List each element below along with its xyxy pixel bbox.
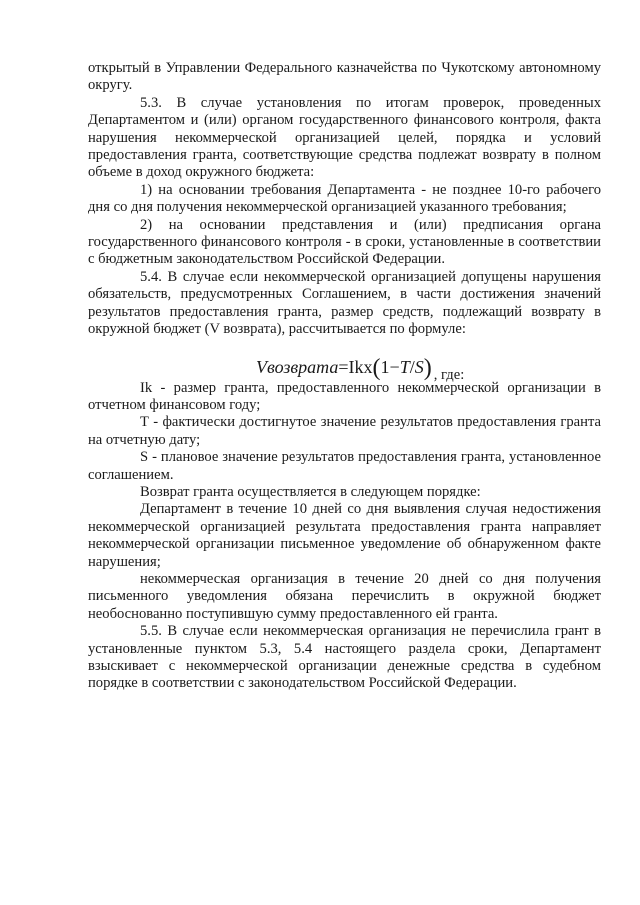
formula-expression (256, 356, 432, 379)
definition-ik: Ik - размер гранта, предоставленного некоммерческой организации в отчетном финансовом году; (88, 379, 601, 413)
definition-t: Т - фактически достигнутое значение результатов предоставления гранта на отчетную дату; (88, 414, 601, 448)
paragraph-5-3-item-2: 2) на основании представления и (или) предписания органа государственного финансового контроля - в сроки, установленные в соответствии с бюджетным законодательством Российской Федерации. (88, 216, 601, 268)
formula-one: 1 (380, 356, 390, 377)
refund-order-intro: Возврат гранта осуществляется в следующем порядке: (140, 483, 481, 500)
formula-suffix: , где: (433, 367, 465, 384)
formula-ik: Ikх (348, 356, 373, 377)
document-page (88, 60, 601, 693)
paragraph-5-3: 5.3. В случае установления по итогам проверок, проведенных Департаментом и (или) органом государственного финансового контроля, факта нарушения некоммерческой организацией целей, порядка и условий предоставления гранта, соответствующие средства подлежат возврату в полном объеме в доход окружного бюджета: (88, 94, 601, 181)
refund-order-department: Департамент в течение 10 дней со дня выявления случая недостижения некоммерческой организацией результата предоставления гранта направляет некоммерческой организации письменное уведомление об обнаруженном факте нарушения; (88, 501, 601, 570)
paragraph-account-continuation: открытый в Управлении Федерального казначейства по Чукотскому автономному округу. (88, 60, 601, 94)
formula-slash: / (409, 356, 415, 377)
definition-s: S - плановое значение результатов предоставления гранта, установленное соглашением. (88, 449, 601, 483)
refund-formula (88, 341, 601, 384)
paragraph-5-5: 5.5. В случае если некоммерческая организация не перечислила грант в установленные пунктом 5.3, 5.4 настоящего раздела сроки, Департамент взыскивает с некоммерческой организации денежные средства в судебном порядке в соответствии с законодательством Российской Федерации. (88, 623, 601, 692)
paragraph-5-3-item-1: 1) на основании требования Департамента - не позднее 10-го рабочего дня со дня получения некоммерческой организацией указанного требования; (88, 181, 601, 216)
formula-paren-open: ( (372, 354, 381, 381)
formula-lhs: Vвозврата (256, 356, 339, 377)
refund-order-organization: некоммерческая организация в течение 20 дней со дня получения письменного уведомления обязана перечислить в окружной бюджет необоснованно поступившую сумму предоставленного ей гранта. (88, 570, 601, 622)
formula-minus: − (389, 356, 400, 377)
formula-equals: = (338, 356, 349, 377)
formula-t: T (399, 356, 410, 377)
formula-s: S (414, 356, 424, 377)
formula-paren-close: ) (423, 354, 432, 381)
paragraph-5-4: 5.4. В случае если некоммерческой организацией допущены нарушения обязательств, предусмотренных Соглашением, в части достижения значений результатов предоставления гранта, размер средств, подлежащий возврату в окружной бюджет (V возврата), рассчитывается по формуле: (88, 268, 601, 338)
